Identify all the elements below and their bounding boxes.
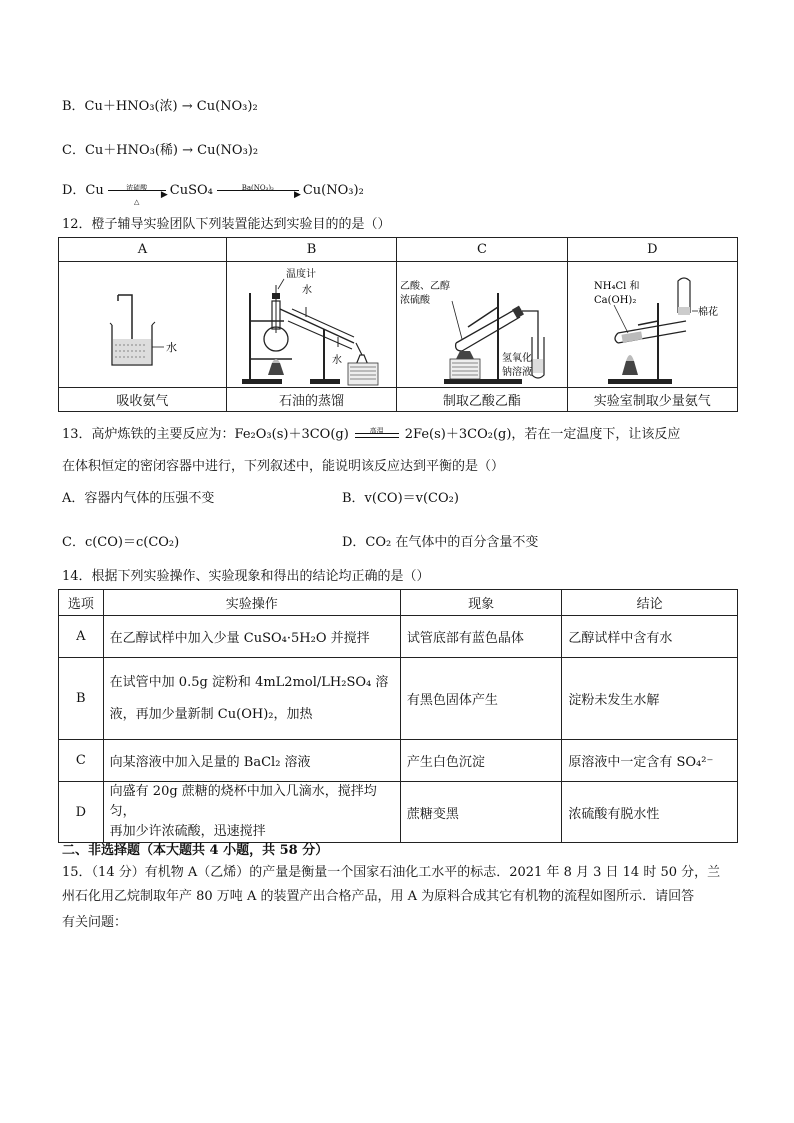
- beaker-water-label: 水: [166, 340, 178, 354]
- q13-equilibrium-arrow: [353, 426, 401, 444]
- ammonia-preparation-figure: [568, 263, 736, 387]
- q14-table: [58, 589, 738, 843]
- q12-purpose-d: 实验室制取少量氨气: [567, 388, 737, 412]
- q12-figure-b: [226, 262, 396, 388]
- q11-option-d: [62, 182, 364, 206]
- ester-preparation-figure: [398, 263, 566, 387]
- q15-line3: 有关问题：: [62, 915, 128, 930]
- q14-row-c-conclusion: 原溶液中一定含有 SO₄²⁻: [562, 740, 738, 782]
- q12-header-d: D: [567, 238, 737, 262]
- q11-d-arrow1-bottom: △: [134, 198, 140, 206]
- q12-header-b: B: [226, 238, 396, 262]
- cotton-label: 棉花: [698, 306, 719, 318]
- q13-arrow-label: 高温: [369, 427, 384, 435]
- q13-option-c: C．c(CO)＝c(CO₂): [62, 535, 180, 550]
- q12-table: [58, 237, 738, 412]
- q13-stem-prefix: 13．高炉炼铁的主要反应为：Fe₂O₃(s)＋3CO(g): [62, 427, 349, 442]
- q11-option-b: B．Cu＋HNO₃(浓) → Cu(NO₃)₂: [62, 99, 258, 114]
- q11-d-mid: CuSO₄: [169, 183, 213, 198]
- q14-row-a-operation: 在乙醇试样中加入少量 CuSO₄·5H₂O 并搅拌: [103, 616, 400, 658]
- q11-d-arrow1: 浓硫酸 ▶ △: [106, 182, 168, 200]
- section-title: 二、非选择题（本大题共 4 小题，共 58 分）: [62, 843, 329, 858]
- q14-row-a-conclusion: 乙醇试样中含有水: [562, 616, 738, 658]
- distillation-figure: [228, 263, 396, 387]
- q11-d-prefix: D．Cu: [62, 183, 104, 198]
- thermometer-label: 温度计: [285, 268, 316, 280]
- q14-row-d-conclusion: 浓硫酸有脱水性: [562, 782, 738, 843]
- q14-row-d-operation: [103, 782, 400, 843]
- q12-purpose-b: 石油的蒸馏: [226, 388, 396, 412]
- q11-d-arrow2-top: Ba(NO₃)₂: [241, 184, 274, 192]
- table-row: [59, 616, 738, 658]
- q13-stem-suffix: 2Fe(s)＋3CO₂(g)，若在一定温度下，让该反应: [404, 427, 681, 442]
- beaker-absorb-figure: [62, 265, 222, 385]
- q14-row-d-option: D: [59, 782, 104, 843]
- q12-purpose-a: 吸收氨气: [59, 388, 227, 412]
- q12-header-a: A: [59, 238, 227, 262]
- reagent-label-2: 浓硫酸: [399, 294, 430, 306]
- naoh-label-1: 氢氧化: [501, 352, 532, 364]
- q14-row-b-phenomenon: 有黑色固体产生: [400, 658, 562, 740]
- q13-stem-line1: [62, 426, 680, 444]
- q12-figure-d: [567, 262, 737, 388]
- q13-option-a: A．容器内气体的压强不变: [62, 491, 215, 506]
- q12-header-c: C: [397, 238, 567, 262]
- condenser-water-in-label: 水: [301, 284, 312, 296]
- q14-row-b-option: B: [59, 658, 104, 740]
- q14-stem: 14．根据下列实验操作、实验现象和得出的结论均正确的是（）: [62, 569, 430, 584]
- q14-row-d-operation-line2: 再加少许浓硫酸，迅速搅拌: [109, 824, 266, 839]
- q14-header-conclusion: 结论: [562, 590, 738, 616]
- q14-row-b-operation-line2: 液，再加少量新制 Cu(OH)₂，加热: [109, 706, 313, 722]
- reagent-label-caoh2: Ca(OH)₂: [594, 294, 637, 306]
- q13-option-b: B．v(CO)＝v(CO₂): [342, 491, 459, 506]
- q12-stem: 12．橙子辅导实验团队下列装置能达到实验目的的是（）: [62, 217, 391, 232]
- q14-row-b-operation: [103, 658, 400, 740]
- q12-figure-c: [397, 262, 567, 388]
- q13-stem-line2: 在体积恒定的密闭容器中进行，下列叙述中，能说明该反应达到平衡的是（）: [62, 459, 505, 474]
- q14-row-b-operation-line1: 在试管中加 0.5g 淀粉和 4mL2mol/LH₂SO₄ 溶: [109, 674, 389, 690]
- q14-header-option: 选项: [59, 590, 104, 616]
- naoh-label-2: 钠溶液: [501, 366, 532, 378]
- reagent-label-1: 乙酸、乙醇: [399, 280, 450, 292]
- q15-line1: 15．（14 分）有机物 A（乙烯）的产量是衡量一个国家石油化工水平的标志．2021 年 8 月 3 日 14 时 50 分，兰: [62, 865, 721, 880]
- q14-row-c-option: C: [59, 740, 104, 782]
- q15-line2: 州石化用乙烷制取年产 80 万吨 A 的装置产出合格产品，用 A 为原料合成其它有机物的流程如图所示．请回答: [62, 889, 695, 904]
- q12-figure-a: [59, 262, 227, 388]
- q14-row-d-phenomenon: 蔗糖变黑: [400, 782, 562, 843]
- table-row: [59, 782, 738, 843]
- q12-purpose-c: 制取乙酸乙酯: [397, 388, 567, 412]
- q13-option-d: D．CO₂ 在气体中的百分含量不变: [342, 535, 539, 550]
- reagent-label-nh4cl: NH₄Cl 和: [594, 280, 640, 292]
- q11-option-c: C．Cu＋HNO₃(稀) → Cu(NO₃)₂: [62, 143, 259, 158]
- q14-row-d-operation-line1: 向盛有 20g 蔗糖的烧杯中加入几滴水，搅拌均匀，: [109, 784, 377, 819]
- table-row: [59, 740, 738, 782]
- q11-d-arrow1-top: 浓硫酸: [126, 184, 148, 192]
- table-row: [59, 658, 738, 740]
- q14-row-a-phenomenon: 试管底部有蓝色晶体: [400, 616, 562, 658]
- q11-d-arrow2: Ba(NO₃)₂ ▶: [215, 182, 301, 200]
- q14-header-operation: 实验操作: [103, 590, 400, 616]
- q14-header-phenomenon: 现象: [400, 590, 562, 616]
- q14-row-a-option: A: [59, 616, 104, 658]
- q14-row-c-operation: 向某溶液中加入足量的 BaCl₂ 溶液: [103, 740, 400, 782]
- q14-row-c-phenomenon: 产生白色沉淀: [400, 740, 562, 782]
- q11-d-end: Cu(NO₃)₂: [302, 183, 364, 198]
- condenser-water-out-label: 水: [331, 354, 342, 366]
- q14-row-b-conclusion: 淀粉未发生水解: [562, 658, 738, 740]
